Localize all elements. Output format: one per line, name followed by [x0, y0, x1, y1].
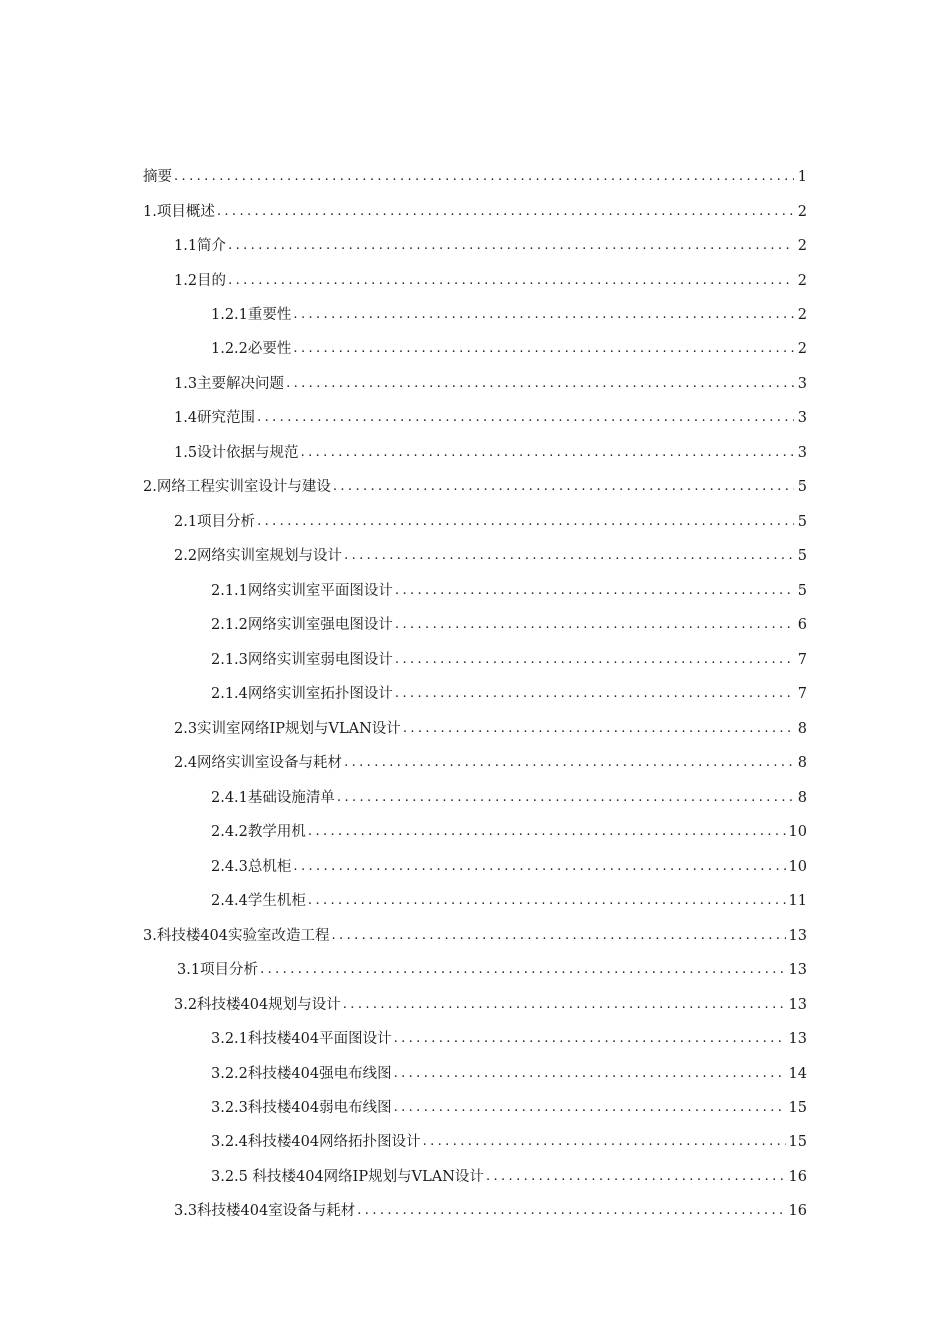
toc-entry-page: 15 — [788, 1134, 807, 1150]
toc-dot-leader — [357, 1202, 785, 1220]
toc-entry-title: 3.2.3科技楼404弱电布线图 — [211, 1100, 392, 1116]
toc-entry-title: 3.2.1科技楼404平面图设计 — [211, 1031, 392, 1047]
toc-entry[interactable] — [211, 819, 807, 841]
toc-entry-page: 10 — [788, 859, 807, 875]
toc-entry[interactable] — [211, 681, 807, 703]
toc-entry-title: 1.项目概述 — [143, 204, 215, 220]
toc-dot-leader — [394, 1065, 786, 1083]
toc-entry-page: 1 — [797, 169, 807, 185]
toc-entry[interactable] — [211, 888, 807, 910]
toc-entry-title: 3.2.4科技楼404网络拓扑图设计 — [211, 1134, 421, 1150]
toc-entry-title: 1.2目的 — [174, 273, 227, 289]
toc-entry-title: 摘要 — [143, 169, 172, 185]
toc-dot-leader — [217, 203, 794, 221]
toc-dot-leader — [395, 616, 794, 634]
toc-entry-title: 2.4网络实训室设备与耗材 — [174, 755, 343, 771]
toc-entry-title: 1.4研究范围 — [174, 410, 256, 426]
toc-entry[interactable] — [211, 1164, 807, 1186]
toc-entry-page: 10 — [788, 824, 807, 840]
toc-entry-title: 2.1.1网络实训室平面图设计 — [211, 583, 393, 599]
toc-entry[interactable] — [174, 268, 807, 290]
toc-entry[interactable] — [174, 233, 807, 255]
toc-dot-leader — [293, 858, 785, 876]
toc-entry-page: 3 — [797, 445, 807, 461]
toc-entry-page: 16 — [788, 1203, 807, 1219]
toc-entry[interactable] — [211, 612, 807, 634]
toc-entry-title: 3.1项目分析 — [177, 962, 259, 978]
toc-dot-leader — [344, 547, 794, 565]
toc-dot-leader — [395, 582, 794, 600]
toc-dot-leader — [174, 168, 794, 186]
toc-entry-page: 16 — [788, 1169, 807, 1185]
toc-entry[interactable] — [174, 509, 807, 531]
toc-dot-leader — [301, 444, 794, 462]
toc-entry-page: 13 — [788, 928, 807, 944]
toc-entry-title: 2.1项目分析 — [174, 514, 256, 530]
toc-entry-title: 1.1简介 — [174, 238, 227, 254]
toc-entry-title: 1.3主要解决问题 — [174, 376, 285, 392]
toc-dot-leader — [337, 789, 794, 807]
toc-entry-page: 13 — [788, 962, 807, 978]
toc-dot-leader — [308, 892, 786, 910]
toc-entry-title: 3.2.2科技楼404强电布线图 — [211, 1066, 392, 1082]
toc-entry-title: 2.4.3总机柜 — [211, 859, 292, 875]
toc-entry[interactable] — [174, 440, 807, 462]
toc-entry-title: 2.4.4学生机柜 — [211, 893, 306, 909]
toc-entry[interactable] — [174, 716, 807, 738]
toc-entry[interactable] — [174, 992, 807, 1014]
toc-entry-page: 8 — [797, 790, 807, 806]
toc-dot-leader — [260, 961, 785, 979]
toc-entry[interactable] — [211, 785, 807, 807]
toc-dot-leader — [343, 996, 786, 1014]
toc-entry-title: 1.2.2必要性 — [211, 341, 292, 357]
toc-dot-leader — [344, 754, 794, 772]
toc-dot-leader — [228, 272, 794, 290]
toc-entry-page: 7 — [797, 686, 807, 702]
toc-entry-title: 2.1.4网络实训室拓扑图设计 — [211, 686, 393, 702]
toc-entry[interactable] — [143, 474, 807, 496]
toc-dot-leader — [308, 823, 786, 841]
toc-entry[interactable] — [174, 543, 807, 565]
toc-entry-page: 14 — [788, 1066, 807, 1082]
toc-entry[interactable] — [211, 647, 807, 669]
toc-entry-page: 15 — [788, 1100, 807, 1116]
toc-entry-page: 7 — [797, 652, 807, 668]
toc-entry[interactable] — [177, 957, 807, 979]
toc-entry-title: 2.4.2教学用机 — [211, 824, 306, 840]
toc-entry[interactable] — [211, 854, 807, 876]
toc-entry-page: 5 — [797, 548, 807, 564]
toc-entry-page: 2 — [797, 273, 807, 289]
toc-dot-leader — [332, 927, 786, 945]
toc-entry[interactable] — [174, 750, 807, 772]
toc-entry-page: 2 — [797, 204, 807, 220]
toc-dot-leader — [293, 340, 794, 358]
toc-dot-leader — [257, 409, 794, 427]
toc-entry[interactable] — [211, 1095, 807, 1117]
toc-entry-page: 13 — [788, 1031, 807, 1047]
toc-entry[interactable] — [211, 578, 807, 600]
toc-entry[interactable] — [174, 405, 807, 427]
toc-entry-page: 13 — [788, 997, 807, 1013]
toc-entry-page: 5 — [797, 479, 807, 495]
toc-dot-leader — [395, 685, 794, 703]
toc-dot-leader — [403, 720, 794, 738]
toc-dot-leader — [395, 651, 794, 669]
toc-dot-leader — [257, 513, 794, 531]
toc-entry[interactable] — [174, 1198, 807, 1220]
toc-dot-leader — [333, 478, 794, 496]
toc-entry[interactable] — [211, 302, 807, 324]
toc-entry-title: 3.科技楼404实验室改造工程 — [143, 928, 330, 944]
toc-entry-title: 2.3实训室网络IP规划与VLAN设计 — [174, 721, 401, 737]
toc-entry-title: 1.5设计依据与规范 — [174, 445, 299, 461]
toc-entry[interactable] — [211, 336, 807, 358]
toc-entry-page: 5 — [797, 583, 807, 599]
toc-entry-title: 3.2科技楼404规划与设计 — [174, 997, 341, 1013]
toc-entry[interactable] — [143, 199, 807, 221]
toc-entry-title: 3.3科技楼404室设备与耗材 — [174, 1203, 356, 1219]
toc-entry[interactable] — [143, 923, 807, 945]
toc-entry-title: 3.2.5 科技楼404网络IP规划与VLAN设计 — [211, 1169, 484, 1185]
toc-entry-page: 2 — [797, 238, 807, 254]
toc-entry-page: 6 — [797, 617, 807, 633]
toc-dot-leader — [293, 306, 794, 324]
toc-entry[interactable] — [211, 1026, 807, 1048]
toc-entry-page: 3 — [797, 376, 807, 392]
toc-dot-leader — [394, 1030, 786, 1048]
toc-entry-title: 2.1.3网络实训室弱电图设计 — [211, 652, 393, 668]
toc-entry-title: 2.网络工程实训室设计与建设 — [143, 479, 331, 495]
toc-entry-title: 2.1.2网络实训室强电图设计 — [211, 617, 393, 633]
toc-entry-page: 2 — [797, 307, 807, 323]
toc-entry-page: 3 — [797, 410, 807, 426]
toc-entry-page: 8 — [797, 721, 807, 737]
toc-entry-page: 11 — [788, 893, 807, 909]
toc-dot-leader — [228, 237, 794, 255]
toc-entry[interactable] — [211, 1129, 807, 1151]
toc-entry[interactable] — [174, 371, 807, 393]
toc-entry-title: 2.4.1基础设施清单 — [211, 790, 335, 806]
toc-dot-leader — [286, 375, 794, 393]
toc-entry-page: 5 — [797, 514, 807, 530]
toc-dot-leader — [423, 1133, 786, 1151]
toc-entry-title: 2.2网络实训室规划与设计 — [174, 548, 343, 564]
toc-dot-leader — [394, 1099, 786, 1117]
toc-entry-page: 8 — [797, 755, 807, 771]
toc-entry[interactable] — [143, 164, 807, 186]
toc-dot-leader — [486, 1168, 786, 1186]
toc-entry-page: 2 — [797, 341, 807, 357]
toc-entry-title: 1.2.1重要性 — [211, 307, 292, 323]
toc-entry[interactable] — [211, 1061, 807, 1083]
